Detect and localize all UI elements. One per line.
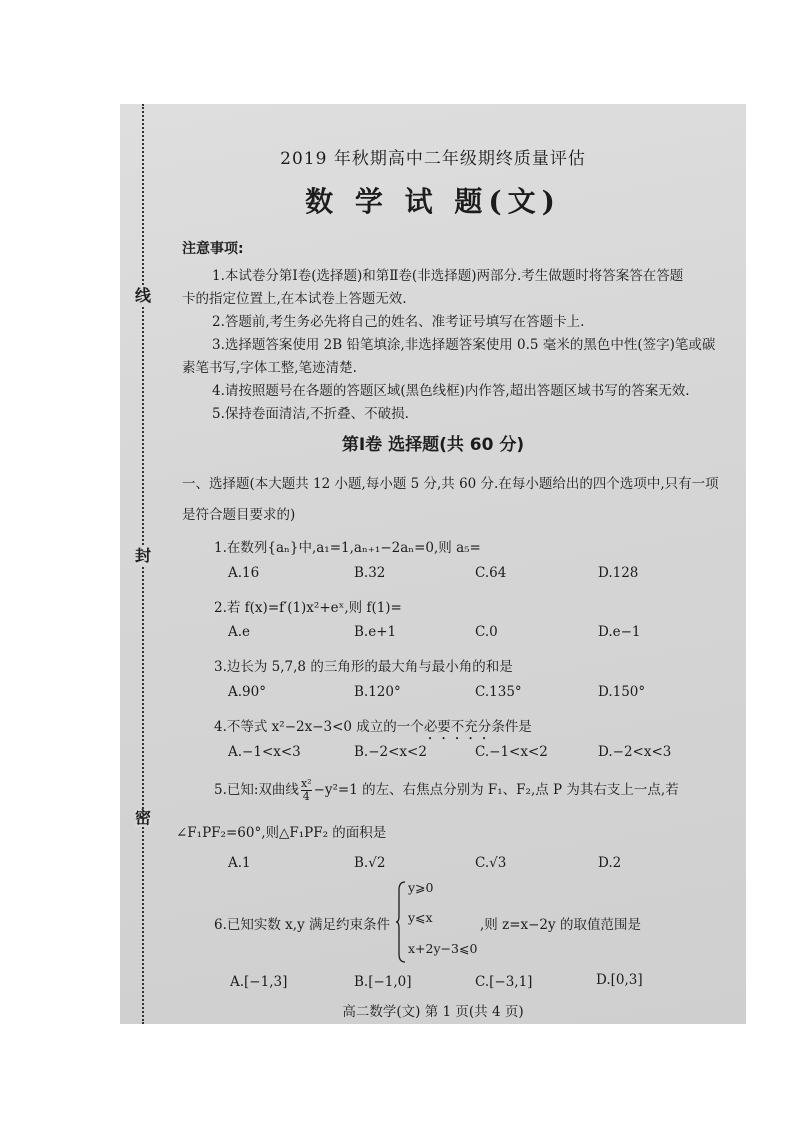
- question-stem: 6.已知实数 x,y 满足约束条件: [214, 917, 390, 933]
- constraint-3: x+2y−3⩽0: [408, 941, 478, 956]
- left-brace-icon: [396, 880, 406, 964]
- constraint-2: y⩽x: [408, 910, 433, 925]
- stem-text: −y²=1 的左、右焦点分别为 F₁、F₂,点 P 为其右支上一点,若: [313, 782, 679, 798]
- option-a: A.[−1,3]: [230, 974, 288, 990]
- question-stem: [214, 778, 679, 803]
- notice-line: 卡的指定位置上,在本试卷上答题无效.: [182, 291, 407, 307]
- notice-title: 注意事项:: [182, 241, 244, 257]
- option-d: D.150°: [598, 684, 646, 700]
- option-c: C.0: [475, 624, 498, 640]
- question-stem: 2.若 f(x)=f′(1)x²+eˣ,则 f(1)=: [214, 600, 402, 616]
- option-a: A.e: [228, 624, 251, 640]
- option-a: A.16: [228, 565, 260, 581]
- option-d: D.e−1: [598, 624, 641, 640]
- option-b: B.[−1,0]: [354, 974, 412, 990]
- section-title: 第Ⅰ卷 选择题(共 60 分): [341, 435, 525, 455]
- stem-text: 4.不等式 x²−2x−3<0 成立的一个: [214, 719, 424, 735]
- notice-line: 2.答题前,考生务必先将自己的姓名、准考证号填写在答题卡上.: [212, 314, 585, 330]
- option-c: C.[−3,1]: [475, 974, 533, 990]
- exam-paper-photo: [120, 104, 746, 1024]
- fraction-denominator: 4: [302, 790, 310, 803]
- question-stem: 1.在数列{aₙ}中,a₁=1,aₙ₊₁−2aₙ=0,则 a₅=: [214, 540, 481, 556]
- stem-text: 条件是: [491, 719, 532, 735]
- option-a: A.1: [228, 855, 251, 871]
- section-intro: 是符合题目要求的): [182, 507, 296, 523]
- notice-line: 4.请按照题号在各题的答题区域(黑色线框)内作答,超出答题区域书写的答案无效.: [212, 383, 690, 399]
- exam-header: 2019 年秋期高中二年级期终质量评估: [280, 149, 586, 169]
- option-c: C.√3: [475, 855, 507, 871]
- constraint-1: y⩾0: [408, 880, 434, 895]
- page-footer: 高二数学(文) 第 1 页(共 4 页): [342, 1004, 524, 1020]
- stem-text: 5.已知:双曲线: [214, 782, 299, 798]
- binding-mark-seal: 封: [135, 546, 152, 565]
- fraction: [301, 778, 312, 803]
- fraction-numerator: x²: [300, 777, 312, 790]
- option-a: A.90°: [228, 684, 266, 700]
- notice-line: 素笔书写,字体工整,笔迹清楚.: [182, 360, 357, 376]
- exam-title: 数 学 试 题(文): [305, 185, 561, 218]
- constraint-system: [396, 880, 476, 964]
- question-stem-tail: ,则 z=x−2y 的取值范围是: [480, 917, 641, 933]
- binding-mark-secret: 密: [135, 808, 152, 827]
- option-b: B.32: [354, 565, 386, 581]
- option-d: D.[0,3]: [596, 972, 643, 988]
- option-d: D.−2<x<3: [598, 744, 672, 760]
- notice-line: 5.保持卷面清洁,不折叠、不破损.: [212, 406, 409, 422]
- section-intro: 一、选择题(本大题共 12 小题,每小题 5 分,共 60 分.在每小题给出的四个选项中,只有一项: [182, 476, 719, 492]
- option-c: C.−1<x<2: [475, 744, 548, 760]
- option-c: C.64: [475, 565, 507, 581]
- notice-line: 1.本试卷分第Ⅰ卷(选择题)和第Ⅱ卷(非选择题)两部分.考生做题时将答案答在答题: [212, 268, 684, 284]
- option-c: C.135°: [475, 684, 522, 700]
- option-d: D.128: [598, 565, 639, 581]
- option-b: B.√2: [354, 855, 386, 871]
- question-stem: 3.边长为 5,7,8 的三角形的最大角与最小角的和是: [214, 659, 513, 675]
- option-b: B.−2<x<2: [354, 744, 427, 760]
- binding-mark-line: 线: [135, 286, 152, 305]
- stem-emphasis: 必要不充分: [423, 719, 492, 735]
- question-stem: [214, 715, 532, 743]
- notice-line: 3.选择题答案使用 2B 铅笔填涂,非选择题答案使用 0.5 毫米的黑色中性(签字)笔或碳: [212, 337, 716, 353]
- option-b: B.120°: [354, 684, 401, 700]
- option-b: B.e+1: [354, 624, 397, 640]
- option-d: D.2: [598, 855, 622, 871]
- question-stem-line2: ∠F₁PF₂=60°,则△F₁PF₂ 的面积是: [176, 825, 387, 841]
- option-a: A.−1<x<3: [228, 744, 301, 760]
